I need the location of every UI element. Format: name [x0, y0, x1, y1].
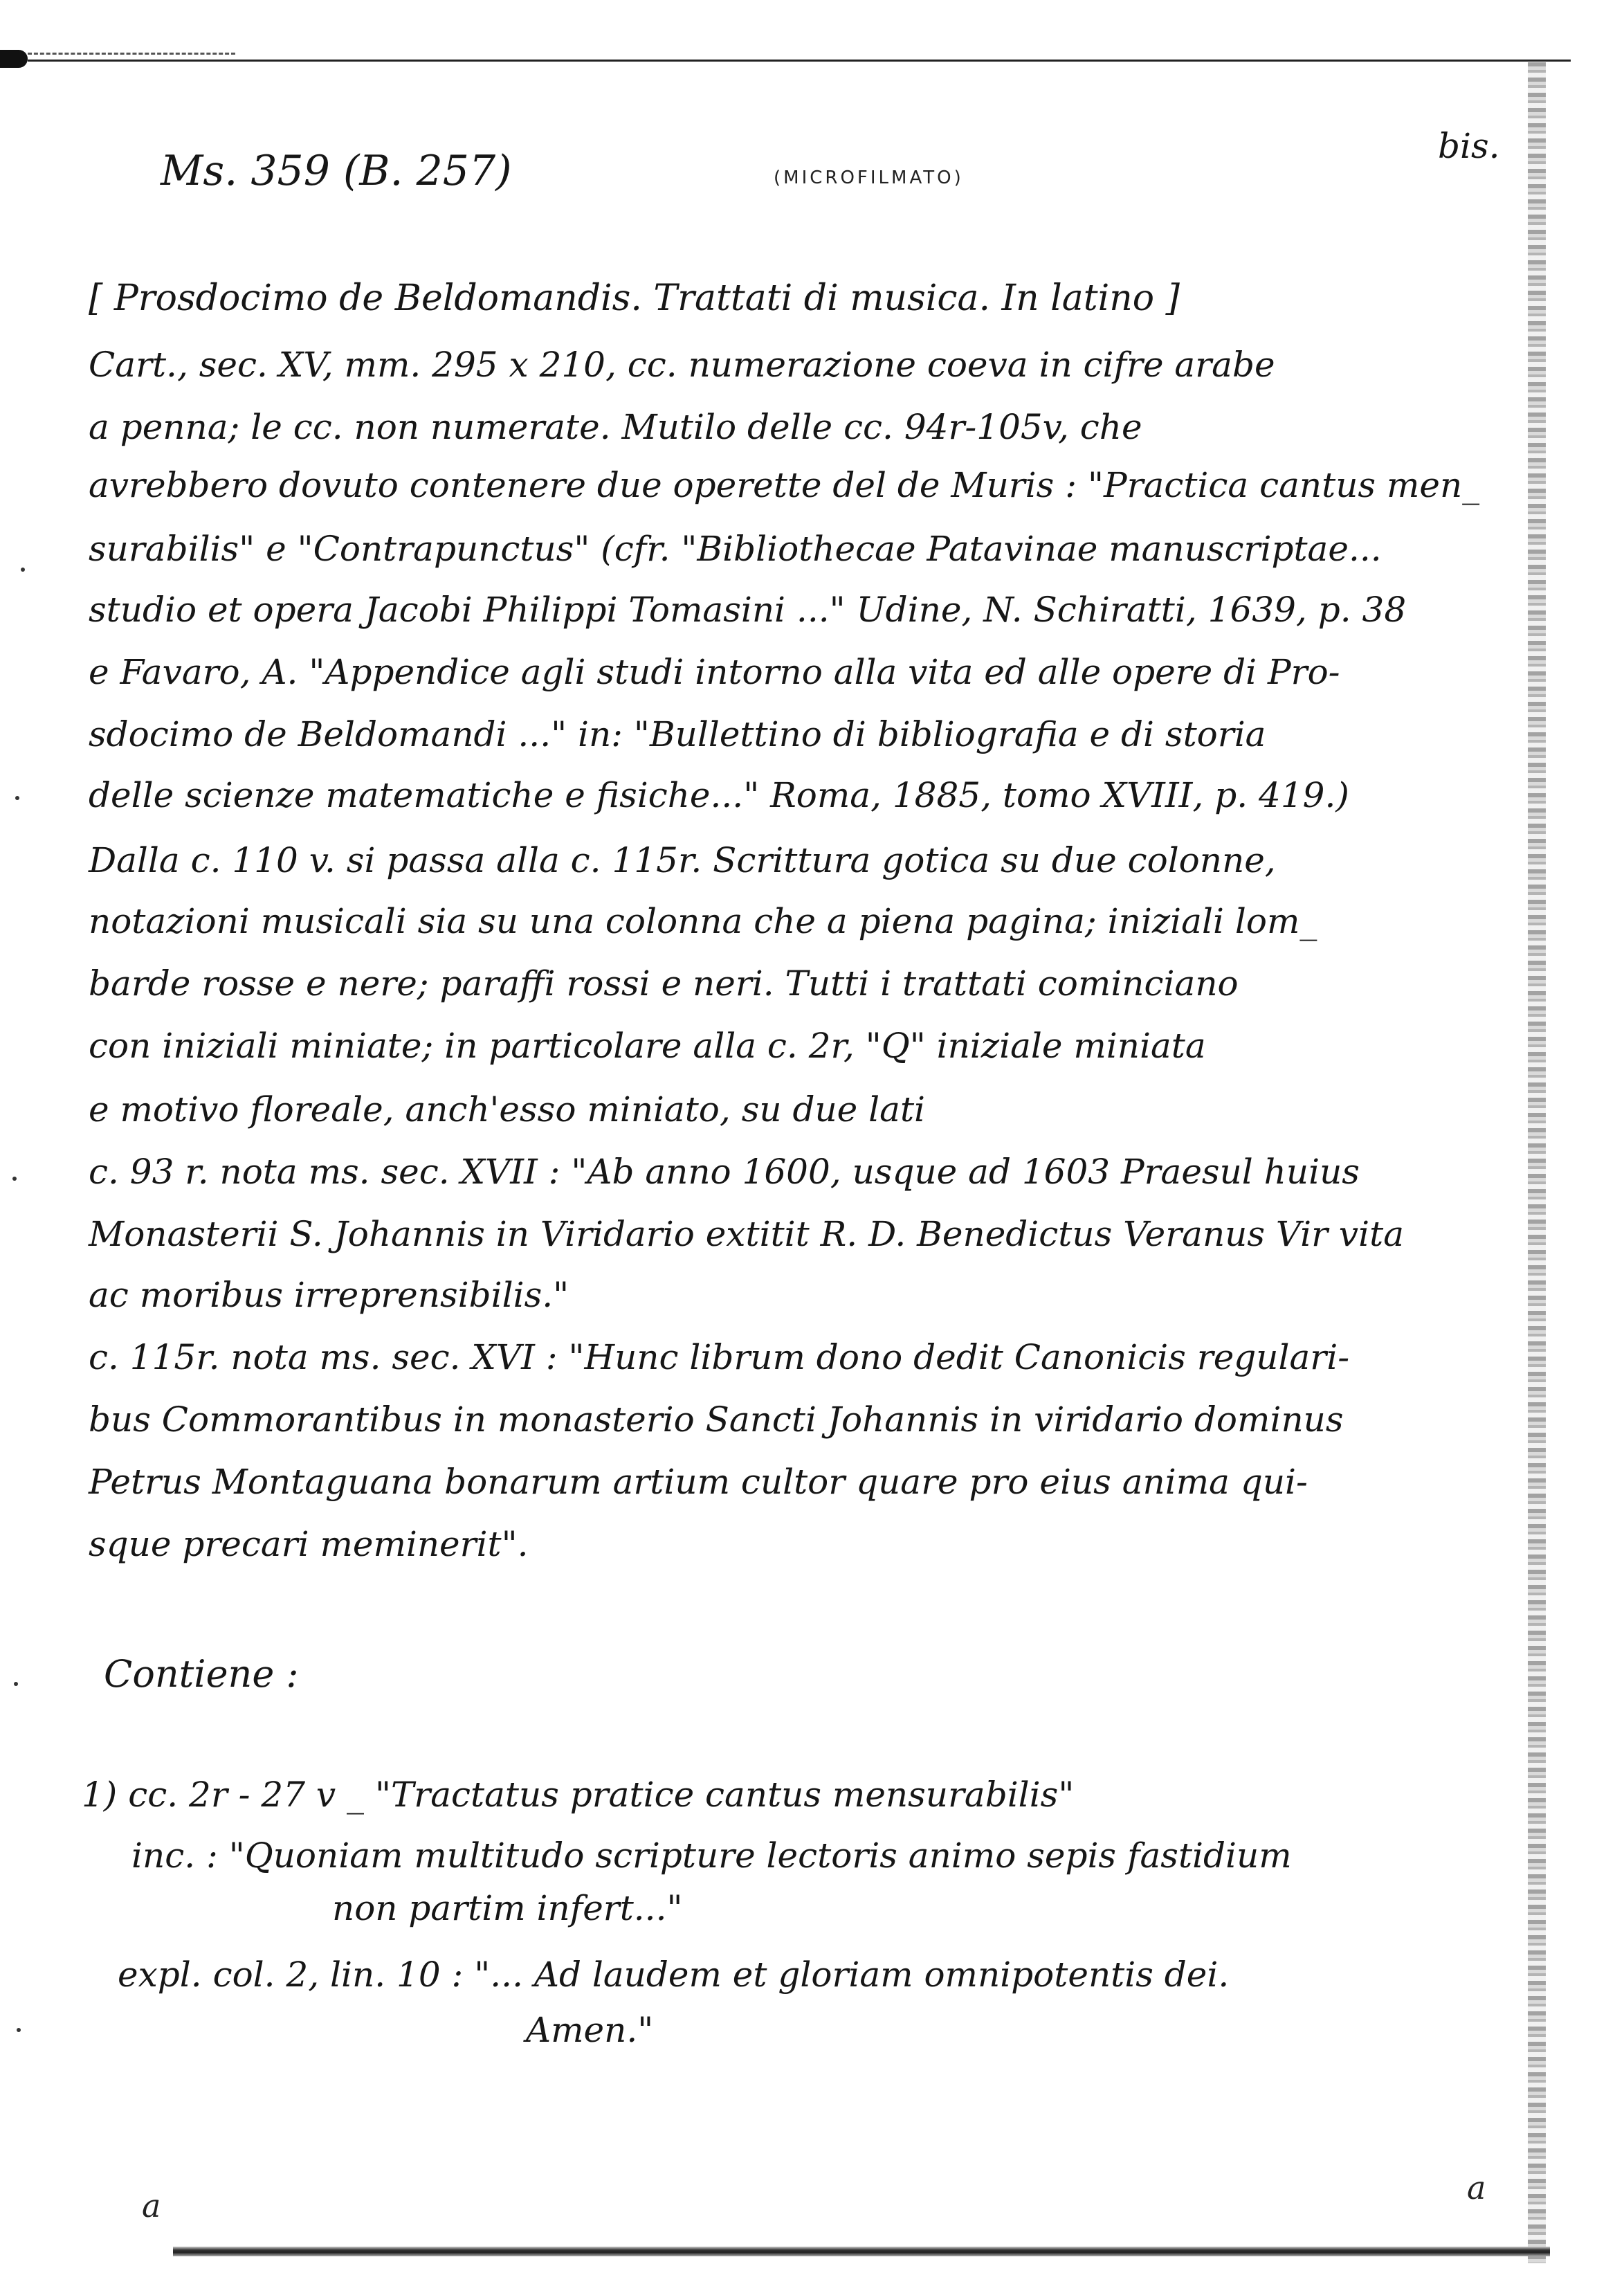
footer-mark-right: a: [1467, 2169, 1486, 2206]
description-line: avrebbero dovuto contenere due operette del de Muris : "Practica cantus men_: [89, 465, 1480, 505]
description-line: delle scienze matematiche e fisiche..." Roma, 1885, tomo XVIII, p. 419.): [89, 775, 1349, 815]
description-line: sdocimo de Beldomandi ..." in: "Bullettino di bibliografia e di storia: [89, 714, 1266, 754]
item-1-incipit: inc. : "Quoniam multitudo scripture lectoris animo sepis fastidium: [131, 1836, 1292, 1876]
scan-corner-mark: [0, 50, 28, 68]
description-line: con iniziali miniate; in particolare alla c. 2r, "Q" iniziale miniata: [89, 1026, 1206, 1066]
description-line: Dalla c. 110 v. si passa alla c. 115r. Scrittura gotica su due colonne,: [89, 840, 1276, 880]
description-line: e Favaro, A. "Appendice agli studi intorno alla vita ed alle opere di Pro-: [89, 652, 1340, 692]
contents-heading: Contiene :: [104, 1652, 299, 1696]
item-1-explicit: expl. col. 2, lin. 10 : "... Ad laudem et gloriam omnipotentis dei.: [118, 1955, 1230, 1995]
description-line: ac moribus irreprensibilis.": [89, 1275, 569, 1315]
description-line: studio et opera Jacobi Philippi Tomasini ..." Udine, N. Schiratti, 1639, p. 38: [89, 590, 1407, 630]
scan-right-edge: [1528, 62, 1546, 2263]
description-line: sque precari meminerit".: [89, 1524, 529, 1564]
item-1-incipit-continuation: non partim infert...": [332, 1888, 683, 1928]
item-1-explicit-continuation: Amen.": [526, 2010, 654, 2050]
scan-top-dashes: [28, 53, 235, 55]
description-line: barde rosse e nere; paraffi rossi e neri. Tutti i trattati cominciano: [89, 963, 1239, 1004]
description-line: c. 93 r. nota ms. sec. XVII : "Ab anno 1600, usque ad 1603 Praesul huius: [89, 1152, 1360, 1192]
description-line: Cart., sec. XV, mm. 295 x 210, cc. numerazione coeva in cifre arabe: [89, 345, 1275, 385]
shelfmark: Ms. 359 (B. 257): [161, 147, 512, 195]
margin-dot: [21, 568, 25, 572]
corner-note: bis.: [1438, 126, 1500, 166]
title-line: [ Prosdocimo de Beldomandis. Trattati di musica. In latino ]: [89, 278, 1180, 319]
description-line: surabilis" e "Contrapunctus" (cfr. "Bibliothecae Patavinae manuscriptae...: [89, 529, 1382, 569]
description-line: c. 115r. nota ms. sec. XVI : "Hunc librum dono dedit Canonicis regulari-: [89, 1337, 1350, 1377]
margin-dot: [17, 2028, 21, 2032]
scan-top-rule: [28, 60, 1571, 62]
description-line: notazioni musicali sia su una colonna che a piena pagina; iniziali lom_: [89, 901, 1317, 941]
item-1-title: 1) cc. 2r - 27 v _ "Tractatus pratice cantus mensurabilis": [82, 1775, 1075, 1815]
margin-dot: [15, 796, 19, 800]
microfilm-note: (MICROFILMATO): [774, 167, 964, 188]
scan-bottom-rule: [173, 2247, 1550, 2256]
description-line: Monasterii S. Johannis in Viridario extitit R. D. Benedictus Veranus Vir vita: [89, 1214, 1405, 1254]
footer-mark-left: a: [142, 2187, 161, 2224]
description-line: a penna; le cc. non numerate. Mutilo delle cc. 94r-105v, che: [89, 407, 1142, 447]
description-line: bus Commorantibus in monasterio Sancti Johannis in viridario dominus: [89, 1399, 1344, 1440]
margin-dot: [12, 1177, 17, 1181]
description-line: Petrus Montaguana bonarum artium cultor quare pro eius anima qui-: [89, 1462, 1308, 1502]
description-line: e motivo floreale, anch'esso miniato, su due lati: [89, 1089, 926, 1130]
margin-dot: [14, 1682, 18, 1686]
